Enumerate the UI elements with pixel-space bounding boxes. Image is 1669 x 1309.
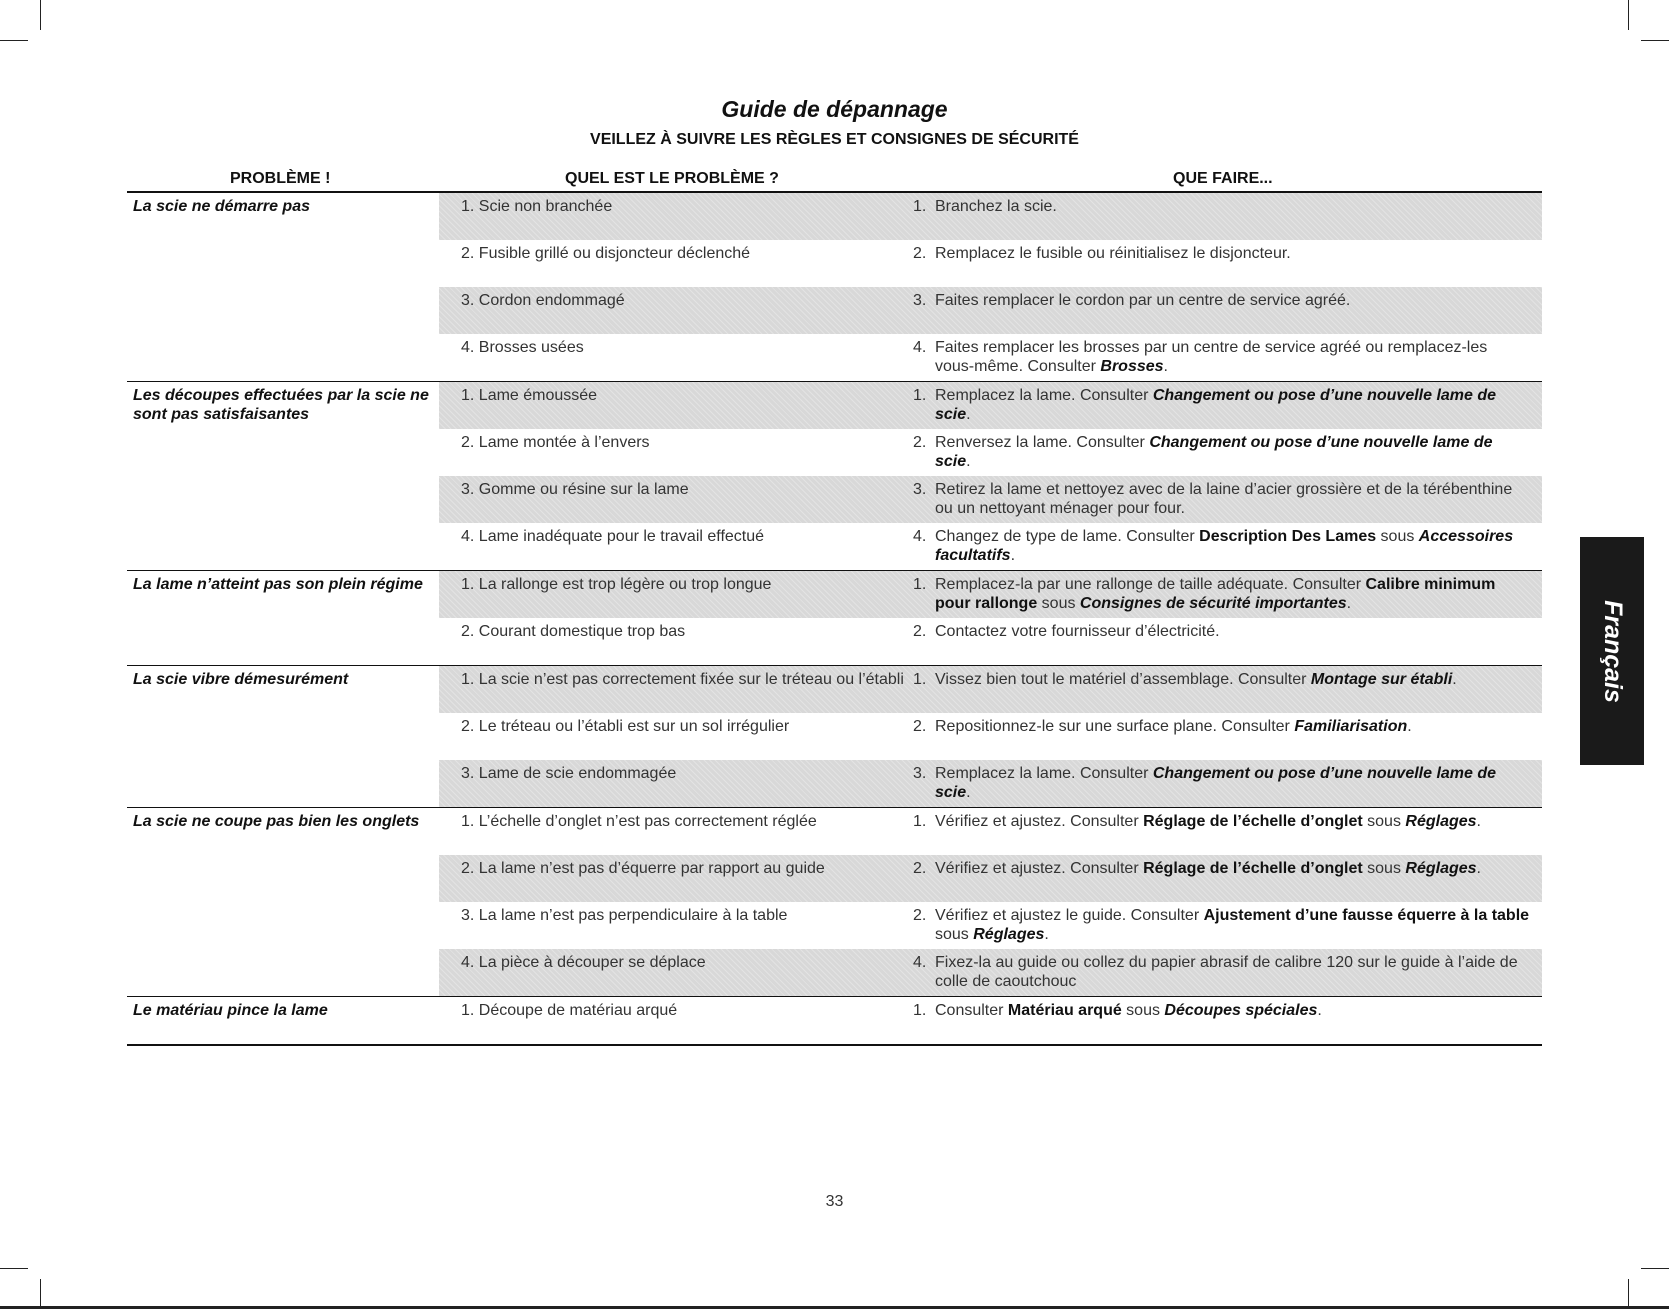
remedy-text xyxy=(935,1001,1530,1040)
cause-text: 2. Lame montée à l’envers xyxy=(461,434,650,451)
remedy-reference: Matériau arqué xyxy=(1007,1002,1122,1019)
table-row xyxy=(439,713,1542,760)
remedy-reference: Ajustement d’une fausse équerre à la table xyxy=(1203,907,1530,924)
remedy-segment: . xyxy=(1452,671,1457,688)
header-problem: PROBLÈME ! xyxy=(230,170,331,187)
cause-text: 1. Découpe de matériau arqué xyxy=(461,1002,678,1019)
remedy-cell xyxy=(913,334,1542,381)
problem-group xyxy=(127,570,1542,665)
remedy-reference: Changement ou pose d’une nouvelle lame de scie xyxy=(935,387,1497,423)
remedy-number: 1. xyxy=(913,671,927,688)
remedy-cell xyxy=(913,618,1542,665)
remedy-segment: . xyxy=(1010,547,1016,564)
table-row xyxy=(439,902,1542,949)
remedy-text xyxy=(935,764,1530,803)
cause-text: 1. Scie non branchée xyxy=(461,198,613,215)
remedy-number: 3. xyxy=(913,292,927,309)
remedy-segment: Remplacez la lame. Consulter xyxy=(935,387,1153,404)
remedy-number: 1. xyxy=(913,198,927,215)
table-row xyxy=(439,571,1542,618)
cause-list xyxy=(439,808,1542,996)
remedy-segment: sous xyxy=(1121,1002,1165,1019)
page-title: Guide de dépannage xyxy=(721,96,948,122)
remedy-number: 3. xyxy=(913,765,927,782)
remedy-segment: Renversez la lame. Consulter xyxy=(935,434,1150,451)
remedy-cell xyxy=(913,523,1542,570)
remedy-cell xyxy=(913,476,1542,523)
remedy-cell xyxy=(913,287,1542,334)
remedy-number: 1. xyxy=(913,576,927,593)
table-row xyxy=(439,760,1542,807)
cause-text: 2. Fusible grillé ou disjoncteur déclenché xyxy=(461,245,751,262)
remedy-text xyxy=(935,386,1530,425)
remedy-segment: . xyxy=(1476,813,1481,830)
remedy-reference: Réglages xyxy=(1405,860,1477,877)
remedy-segment: Vissez bien tout le matériel d’assemblage. Consulter xyxy=(935,671,1311,688)
remedy-number: 2. xyxy=(913,245,927,262)
remedy-segment: Fixez-la au guide ou collez du papier abrasif de calibre 120 sur le guide à l’aide de colle de caoutchouc xyxy=(935,954,1518,990)
remedy-cell xyxy=(913,902,1542,949)
remedy-reference: Montage sur établi xyxy=(1310,671,1453,688)
remedy-text xyxy=(935,670,1530,709)
remedy-reference: Description Des Lames xyxy=(1199,528,1377,545)
remedy-text xyxy=(935,622,1530,661)
cause-text: 3. Cordon endommagé xyxy=(461,292,625,309)
remedy-text xyxy=(935,906,1530,945)
remedy-cell xyxy=(913,382,1542,429)
remedy-number: 2. xyxy=(913,718,927,735)
remedy-cell xyxy=(913,760,1542,807)
cause-text: 1. La scie n’est pas correctement fixée sur le tréteau ou l’établi xyxy=(461,671,904,688)
problem-group xyxy=(127,996,1542,1044)
remedy-reference: Découpes spéciales xyxy=(1164,1002,1318,1019)
remedy-segment: . xyxy=(1163,358,1168,375)
remedy-number: 2. xyxy=(913,623,927,640)
remedy-segment: sous xyxy=(1362,813,1406,830)
remedy-number: 1. xyxy=(913,387,927,404)
remedy-text xyxy=(935,859,1530,898)
remedy-segment: Contactez votre fournisseur d’électricité. xyxy=(935,623,1220,640)
remedy-text xyxy=(935,433,1530,472)
language-side-tab xyxy=(1580,537,1644,765)
remedy-cell xyxy=(913,571,1542,618)
remedy-reference: Réglages xyxy=(1405,813,1477,830)
remedy-cell xyxy=(913,429,1542,476)
cause-text: 3. Lame de scie endommagée xyxy=(461,765,677,782)
remedy-segment: . xyxy=(966,406,971,423)
problem-label: La scie ne coupe pas bien les onglets xyxy=(133,813,420,830)
remedy-reference: Consignes de sécurité importantes xyxy=(1079,595,1347,612)
crop-mark xyxy=(1628,0,1629,30)
remedy-reference: Réglage de l’échelle d’onglet xyxy=(1143,860,1363,877)
cause-text: 2. Le tréteau ou l’établi est sur un sol irrégulier xyxy=(461,718,790,735)
crop-mark xyxy=(1641,40,1669,41)
remedy-reference: Familiarisation xyxy=(1294,718,1408,735)
remedy-segment: Remplacez-la par une rallonge de taille adéquate. Consulter xyxy=(935,576,1366,593)
problem-label: La scie vibre démesurément xyxy=(133,671,349,688)
table-row xyxy=(439,334,1542,381)
remedy-number: 3. xyxy=(913,481,927,498)
remedy-number: 2. xyxy=(913,434,927,451)
cause-text: 4. La pièce à découper se déplace xyxy=(461,954,706,971)
page-number: 33 xyxy=(825,1193,844,1210)
remedy-segment: sous xyxy=(935,926,974,943)
problem-group xyxy=(127,665,1542,807)
remedy-segment: Vérifiez et ajustez le guide. Consulter xyxy=(935,907,1204,924)
remedy-segment: . xyxy=(1346,595,1352,612)
remedy-text xyxy=(935,812,1530,851)
remedy-segment: Remplacez le fusible ou réinitialisez le disjoncteur. xyxy=(935,245,1291,262)
remedy-segment: Consulter xyxy=(935,1002,1008,1019)
table-row xyxy=(439,666,1542,713)
language-label: Français xyxy=(1598,599,1627,703)
cause-text: 4. Brosses usées xyxy=(461,339,584,356)
cause-text: 3. La lame n’est pas perpendiculaire à la table xyxy=(461,907,788,924)
remedy-text xyxy=(935,527,1530,566)
cause-text: 4. Lame inadéquate pour le travail effectué xyxy=(461,528,765,545)
remedy-reference: Accessoires facultatifs xyxy=(935,528,1514,564)
remedy-cell xyxy=(913,997,1542,1044)
remedy-segment: Faites remplacer les brosses par un centre de service agréé ou remplacez-les vous-même. Consulter xyxy=(935,339,1488,375)
remedy-text xyxy=(935,338,1530,377)
remedy-cell xyxy=(913,240,1542,287)
table-row xyxy=(439,808,1542,855)
troubleshooting-table xyxy=(127,191,1542,1046)
table-row xyxy=(439,287,1542,334)
table-row xyxy=(439,193,1542,240)
remedy-segment: Vérifiez et ajustez. Consulter xyxy=(935,813,1144,830)
remedy-reference: Réglage de l’échelle d’onglet xyxy=(1143,813,1363,830)
crop-mark xyxy=(0,40,28,41)
remedy-segment: sous xyxy=(1037,595,1080,612)
remedy-segment: Faites remplacer le cordon par un centre de service agréé. xyxy=(935,292,1351,309)
remedy-cell xyxy=(913,193,1542,240)
cause-text: 2. La lame n’est pas d’équerre par rapport au guide xyxy=(461,860,825,877)
remedy-reference: Changement ou pose d’une nouvelle lame de scie xyxy=(935,765,1497,801)
header-cause: QUEL EST LE PROBLÈME ? xyxy=(565,170,779,187)
remedy-segment: . xyxy=(1476,860,1481,877)
table-row xyxy=(439,949,1542,996)
safety-subtitle: VEILLEZ À SUIVRE LES RÈGLES ET CONSIGNES DE SÉCURITÉ xyxy=(590,131,1079,148)
remedy-text xyxy=(935,480,1530,519)
remedy-cell xyxy=(913,713,1542,760)
table-row xyxy=(439,855,1542,902)
cause-text: 3. Gomme ou résine sur la lame xyxy=(461,481,689,498)
table-row xyxy=(439,476,1542,523)
remedy-number: 1. xyxy=(913,813,927,830)
remedy-cell xyxy=(913,949,1542,996)
remedy-reference: Changement ou pose d’une nouvelle lame de scie xyxy=(935,434,1493,470)
remedy-segment: Branchez la scie. xyxy=(935,198,1057,215)
crop-mark xyxy=(1641,1268,1669,1269)
problem-label: La scie ne démarre pas xyxy=(133,198,310,215)
cause-list xyxy=(439,571,1542,665)
remedy-segment: Vérifiez et ajustez. Consulter xyxy=(935,860,1144,877)
problem-group xyxy=(127,807,1542,996)
remedy-segment: . xyxy=(1407,718,1412,735)
remedy-reference: Calibre minimum pour rallonge xyxy=(935,576,1496,612)
remedy-text xyxy=(935,197,1530,236)
remedy-segment: . xyxy=(1044,926,1049,943)
remedy-number: 4. xyxy=(913,954,927,971)
remedy-text xyxy=(935,291,1530,330)
crop-mark xyxy=(40,1279,41,1309)
crop-mark xyxy=(0,1268,28,1269)
cause-list xyxy=(439,193,1542,381)
table-row xyxy=(439,240,1542,287)
cause-list xyxy=(439,382,1542,570)
header-remedy: QUE FAIRE... xyxy=(1173,170,1273,187)
remedy-cell xyxy=(913,855,1542,902)
problem-label: Les découpes effectuées par la scie ne sont pas satisfaisantes xyxy=(133,387,429,423)
remedy-segment: Repositionnez-le sur une surface plane. Consulter xyxy=(935,718,1295,735)
remedy-segment: . xyxy=(966,453,971,470)
remedy-text xyxy=(935,244,1530,283)
problem-label: La lame n’atteint pas son plein régime xyxy=(133,576,423,593)
problem-group xyxy=(127,193,1542,381)
cause-list xyxy=(439,997,1542,1044)
remedy-number: 2. xyxy=(913,907,927,924)
problem-label: Le matériau pince la lame xyxy=(133,1002,328,1019)
table-row xyxy=(439,997,1542,1044)
cause-text: 1. La rallonge est trop légère ou trop longue xyxy=(461,576,772,593)
remedy-text xyxy=(935,717,1530,756)
remedy-segment: . xyxy=(966,784,971,801)
remedy-text xyxy=(935,575,1530,614)
remedy-cell xyxy=(913,808,1542,855)
table-row xyxy=(439,429,1542,476)
remedy-number: 4. xyxy=(913,339,927,356)
table-row xyxy=(439,618,1542,665)
crop-mark xyxy=(1628,1279,1629,1309)
cause-text: 1. L’échelle d’onglet n’est pas correctement réglée xyxy=(461,813,817,830)
crop-mark xyxy=(40,0,41,30)
cause-text: 2. Courant domestique trop bas xyxy=(461,623,686,640)
remedy-segment: Retirez la lame et nettoyez avec de la laine d’acier grossière et de la térébenthine ou un nettoyant ménager pour four. xyxy=(935,481,1513,517)
remedy-number: 1. xyxy=(913,1002,927,1019)
problem-group xyxy=(127,381,1542,570)
remedy-segment: sous xyxy=(1362,860,1406,877)
remedy-reference: Réglages xyxy=(973,926,1045,943)
remedy-segment: Changez de type de lame. Consulter xyxy=(935,528,1200,545)
table-row xyxy=(439,523,1542,570)
cause-text: 1. Lame émoussée xyxy=(461,387,598,404)
remedy-segment: sous xyxy=(1376,528,1419,545)
table-row xyxy=(439,382,1542,429)
cause-list xyxy=(439,666,1542,807)
remedy-text xyxy=(935,953,1530,992)
remedy-number: 2. xyxy=(913,860,927,877)
remedy-segment: . xyxy=(1317,1002,1322,1019)
remedy-cell xyxy=(913,666,1542,713)
remedy-reference: Brosses xyxy=(1100,358,1164,375)
remedy-segment: Remplacez la lame. Consulter xyxy=(935,765,1153,782)
remedy-number: 4. xyxy=(913,528,927,545)
